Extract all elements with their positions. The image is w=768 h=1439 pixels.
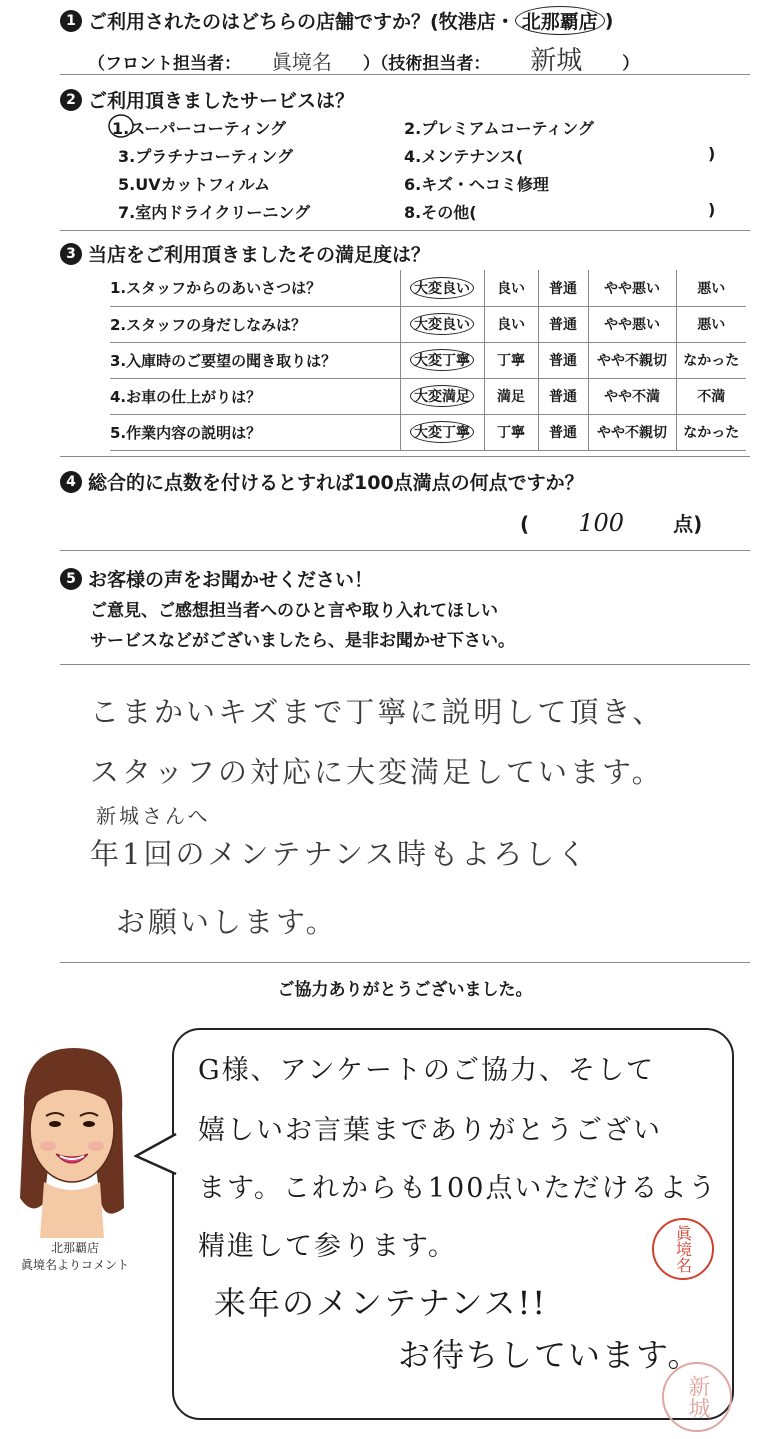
customer-comment-line-5: お願いします。 xyxy=(116,905,338,939)
selected-option: 大変良い xyxy=(410,277,474,299)
q2-heading xyxy=(60,86,354,113)
store-option-kitanaha-circled: 北那覇店 xyxy=(515,6,605,35)
service-option-1-circled xyxy=(112,116,286,139)
front-staff-label: （フロント担当者： xyxy=(88,54,241,74)
score-value: 100 xyxy=(578,509,625,537)
hanko-stamp-arashiro: 新城 xyxy=(662,1362,732,1432)
option-cell: やや不親切 xyxy=(588,342,676,378)
customer-comment-line-2: スタッフの対応に大変満足しています。 xyxy=(90,755,664,789)
service-option-8-close: ) xyxy=(708,200,716,219)
service-label: 2.プレミアムコーティング xyxy=(404,119,594,138)
question-cell: 4.お車の仕上がりは？ xyxy=(110,387,262,406)
staff-reply-line-1: G様、アンケートのご協力、そして xyxy=(198,1055,655,1086)
staff-caption xyxy=(0,1240,150,1274)
service-option-4 xyxy=(404,144,523,167)
option-cell: 悪い xyxy=(676,270,746,306)
divider xyxy=(60,550,750,551)
option-cell: 丁寧 xyxy=(484,414,538,450)
divider xyxy=(60,456,750,457)
hanko-stamp-majikina: 眞境名 xyxy=(652,1218,714,1280)
divider xyxy=(60,962,750,963)
divider xyxy=(60,664,750,665)
option-cell: 普通 xyxy=(538,270,588,306)
option-cell: 普通 xyxy=(538,342,588,378)
service-label: 5.UVカットフィルム xyxy=(118,175,271,194)
staff-avatar xyxy=(4,1038,140,1238)
option-cell: 普通 xyxy=(538,414,588,450)
q5-heading xyxy=(60,565,373,592)
q1-close: ) xyxy=(604,9,614,32)
score-unit: 点) xyxy=(673,512,703,536)
divider xyxy=(60,74,750,75)
service-option-8 xyxy=(404,200,477,223)
option-cell: 悪い xyxy=(676,306,746,342)
staff-reply-line-2: 嬉しいお言葉までありがとうござい xyxy=(198,1115,662,1146)
option-cell: なかった xyxy=(676,414,746,450)
service-option-3 xyxy=(118,144,293,167)
q1-text: ご利用されたのはどちらの店舗ですか？( xyxy=(88,11,439,33)
q3-number: 3 xyxy=(60,243,82,265)
question-cell: 3.入庫時のご要望の聞き取りは？ xyxy=(110,351,337,370)
table-row xyxy=(110,270,746,306)
q3-text: 当店をご利用頂きましたその満足度は？ xyxy=(88,244,431,266)
option-cell: 普通 xyxy=(538,378,588,414)
service-option-7 xyxy=(118,200,310,223)
selected-option: 大変丁寧 xyxy=(410,349,474,371)
option-cell-selected xyxy=(400,378,484,414)
option-cell-selected xyxy=(400,306,484,342)
store-option-makiminato: 牧港店 xyxy=(438,11,496,33)
question-cell: 5.作業内容の説明は？ xyxy=(110,423,262,442)
staff-reply-line-5: 来年のメンテナンス!! xyxy=(214,1284,548,1322)
tech-staff-label: ）（技術担当者： xyxy=(362,54,491,74)
q3-heading xyxy=(60,240,430,267)
staff-store: 北那覇店 xyxy=(50,1241,99,1255)
option-cell: 良い xyxy=(484,306,538,342)
q1-heading xyxy=(60,6,613,35)
thanks-message: ご協力ありがとうございました。 xyxy=(277,980,533,1000)
option-cell: やや不満 xyxy=(588,378,676,414)
q5-subtext-2: サービスなどがございましたら、是非お聞かせ下さい。 xyxy=(90,631,515,651)
survey-sheet xyxy=(60,0,750,1010)
bubble-tail xyxy=(134,1130,178,1180)
front-staff-value: 眞境名 xyxy=(271,50,332,74)
selected-option: 大変丁寧 xyxy=(410,421,474,443)
option-cell: 普通 xyxy=(538,306,588,342)
score-open: ( xyxy=(520,512,530,536)
option-cell: やや不親切 xyxy=(588,414,676,450)
option-cell: やや悪い xyxy=(588,306,676,342)
table-row xyxy=(110,378,746,414)
option-cell: 不満 xyxy=(676,378,746,414)
divider xyxy=(60,230,750,231)
option-cell: なかった xyxy=(676,342,746,378)
satisfaction-table xyxy=(110,270,746,451)
staff-comment-by: 眞境名よりコメント xyxy=(20,1258,129,1272)
question-cell: 2.スタッフの身だしなみは？ xyxy=(110,315,307,334)
staff-reply-line-6: お待ちしています。 xyxy=(398,1336,702,1374)
tech-staff-close: ） xyxy=(622,54,640,74)
q1-number: 1 xyxy=(60,10,82,32)
staff-reply-line-3: ます。これからも100点いただけるよう xyxy=(198,1173,718,1204)
option-cell-selected xyxy=(400,342,484,378)
service-option-2 xyxy=(404,116,594,139)
option-cell-selected xyxy=(400,270,484,306)
q5-text: お客様の声をお聞かせください！ xyxy=(88,569,374,591)
q2-number: 2 xyxy=(60,89,82,111)
store-separator: ・ xyxy=(495,11,515,33)
service-option-6 xyxy=(404,172,549,195)
q5-subtext-1: ご意見、ご感想担当者へのひと言や取り入れてほしい xyxy=(90,601,498,621)
tech-staff-value: 新城 xyxy=(530,46,583,76)
customer-comment-line-1: こまかいキズまで丁寧に説明して頂き、 xyxy=(90,695,665,729)
option-cell: 満足 xyxy=(484,378,538,414)
q4-number: 4 xyxy=(60,471,82,493)
staff-line xyxy=(88,40,639,77)
option-cell: 良い xyxy=(484,270,538,306)
score-field xyxy=(520,508,702,537)
option-cell: 丁寧 xyxy=(484,342,538,378)
service-label: 3.プラチナコーティング xyxy=(118,147,293,166)
q5-number: 5 xyxy=(60,568,82,590)
service-option-4-close: ) xyxy=(708,144,716,163)
service-label: 1.スーパーコーティング xyxy=(112,119,287,138)
service-label: 8.その他( xyxy=(404,203,477,222)
question-cell: 1.スタッフからのあいさつは？ xyxy=(110,279,322,298)
staff-reply-line-4: 精進して参ります。 xyxy=(198,1231,457,1262)
service-label: 6.キズ・ヘコミ修理 xyxy=(404,175,549,194)
option-cell: やや悪い xyxy=(588,270,676,306)
table-row xyxy=(110,414,746,450)
customer-comment-line-3: 新城さんへ xyxy=(96,804,211,828)
service-option-5 xyxy=(118,172,270,195)
customer-comment-line-4: 年1回のメンテナンス時もよろしく xyxy=(90,837,590,871)
service-label: 7.室内ドライクリーニング xyxy=(118,203,311,222)
service-label: 4.メンテナンス( xyxy=(404,147,524,166)
selected-option: 大変満足 xyxy=(410,385,474,407)
table-row xyxy=(110,342,746,378)
q4-heading xyxy=(60,468,584,495)
q2-text: ご利用頂きましたサービスは？ xyxy=(88,90,355,112)
service-1-check-circle xyxy=(106,113,136,139)
option-cell-selected xyxy=(400,414,484,450)
selected-option: 大変良い xyxy=(410,313,474,335)
table-row xyxy=(110,306,746,342)
q4-text: 総合的に点数を付けるとすれば100点満点の何点ですか？ xyxy=(88,472,584,494)
